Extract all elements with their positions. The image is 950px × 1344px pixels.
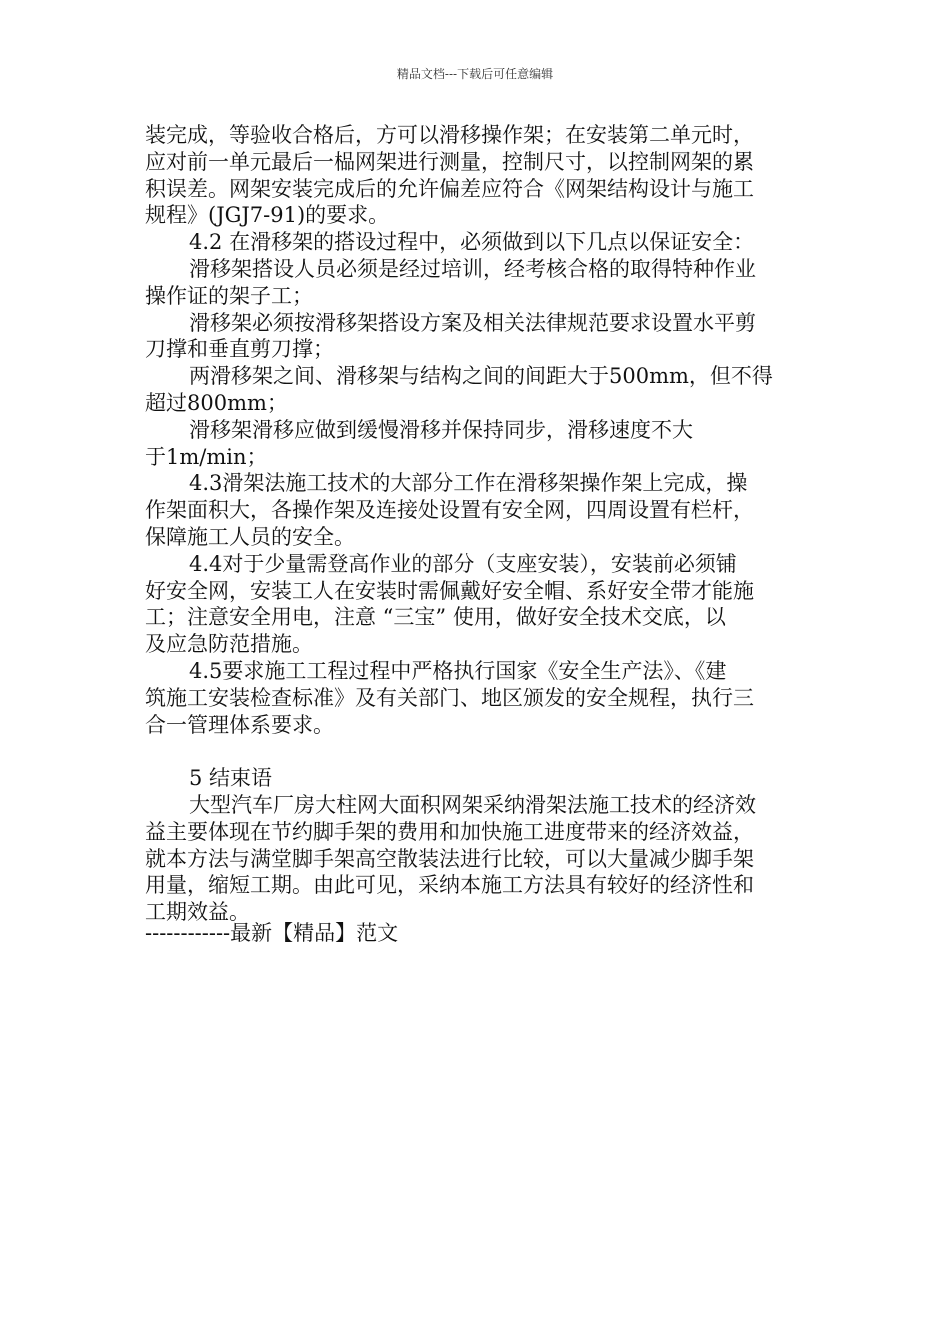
text-line: 保障施工人员的安全。 [145,524,355,549]
paragraph-gap [145,738,795,765]
text-line: 装完成，等验收合格后，方可以滑移操作架；在安装第二单元时， [145,123,754,147]
text-line: 4.5要求施工工程过程中严格执行国家《安全生产法》、《建 [189,658,727,683]
text-line: 超过800mm； [145,390,288,415]
text-line: 刀撑和垂直剪刀撑； [145,337,334,362]
footer-tagline: ------------最新【精品】范文 [145,921,399,945]
text-line: 操作证的架子工； [145,283,313,308]
text-line: 应对前一单元最后一榀网架进行测量，控制尺寸，以控制网架的累 [145,149,754,174]
text-line: 规程》(JGJ7-91)的要求。 [145,203,390,228]
text-line: 4.2 在滑移架的搭设过程中，必须做到以下几点以保证安全： [189,230,755,255]
page-header: 精品文档---下载后可任意编辑 [396,67,554,81]
text-line: 及应急防范措施。 [145,632,313,657]
text-line: 益主要体现在节约脚手架的费用和加快施工进度带来的经济效益， [145,819,754,844]
text-line: 用量，缩短工期。由此可见，采纳本施工方法具有较好的经济性和 [145,873,754,898]
text-line: 筑施工安装检查标准》及有关部门、地区颁发的安全规程，执行三 [145,685,754,710]
text-line: 大型汽车厂房大柱网大面积网架采纳滑架法施工技术的经济效 [189,792,756,817]
text-line: 工；注意安全用电，注意 “三宝” 使用，做好安全技术交底，以 [145,605,726,630]
text-line: 4.4对于少量需登高作业的部分（支座安装），安装前必须铺 [189,551,737,576]
text-line: 工期效益。 [145,900,250,925]
text-line: 滑移架搭设人员必须是经过培训，经考核合格的取得特种作业 [189,256,756,281]
text-line: 积误差。网架安装完成后的允许偏差应符合《网架结构设计与施工 [145,176,754,201]
document-body [145,122,795,926]
text-line: 于1m/min； [145,444,268,469]
text-line: 就本方法与满堂脚手架高空散装法进行比较，可以大量减少脚手架 [145,846,754,871]
text-line: 两滑移架之间、滑移架与结构之间的间距大于500mm，但不得 [189,364,773,389]
text-line: 4.3滑架法施工技术的大部分工作在滑移架操作架上完成，操 [189,471,748,496]
text-line: 作架面积大，各操作架及连接处设置有安全网，四周设置有栏杆， [145,498,754,523]
text-line: 合一管理体系要求。 [145,712,334,737]
text-line: 5 结束语 [189,766,273,791]
text-line: 滑移架滑移应做到缓慢滑移并保持同步，滑移速度不大 [189,417,693,442]
text-line: 滑移架必须按滑移架搭设方案及相关法律规范要求设置水平剪 [189,310,756,335]
text-line: 好安全网，安装工人在安装时需佩戴好安全帽、系好安全带才能施 [145,578,754,603]
